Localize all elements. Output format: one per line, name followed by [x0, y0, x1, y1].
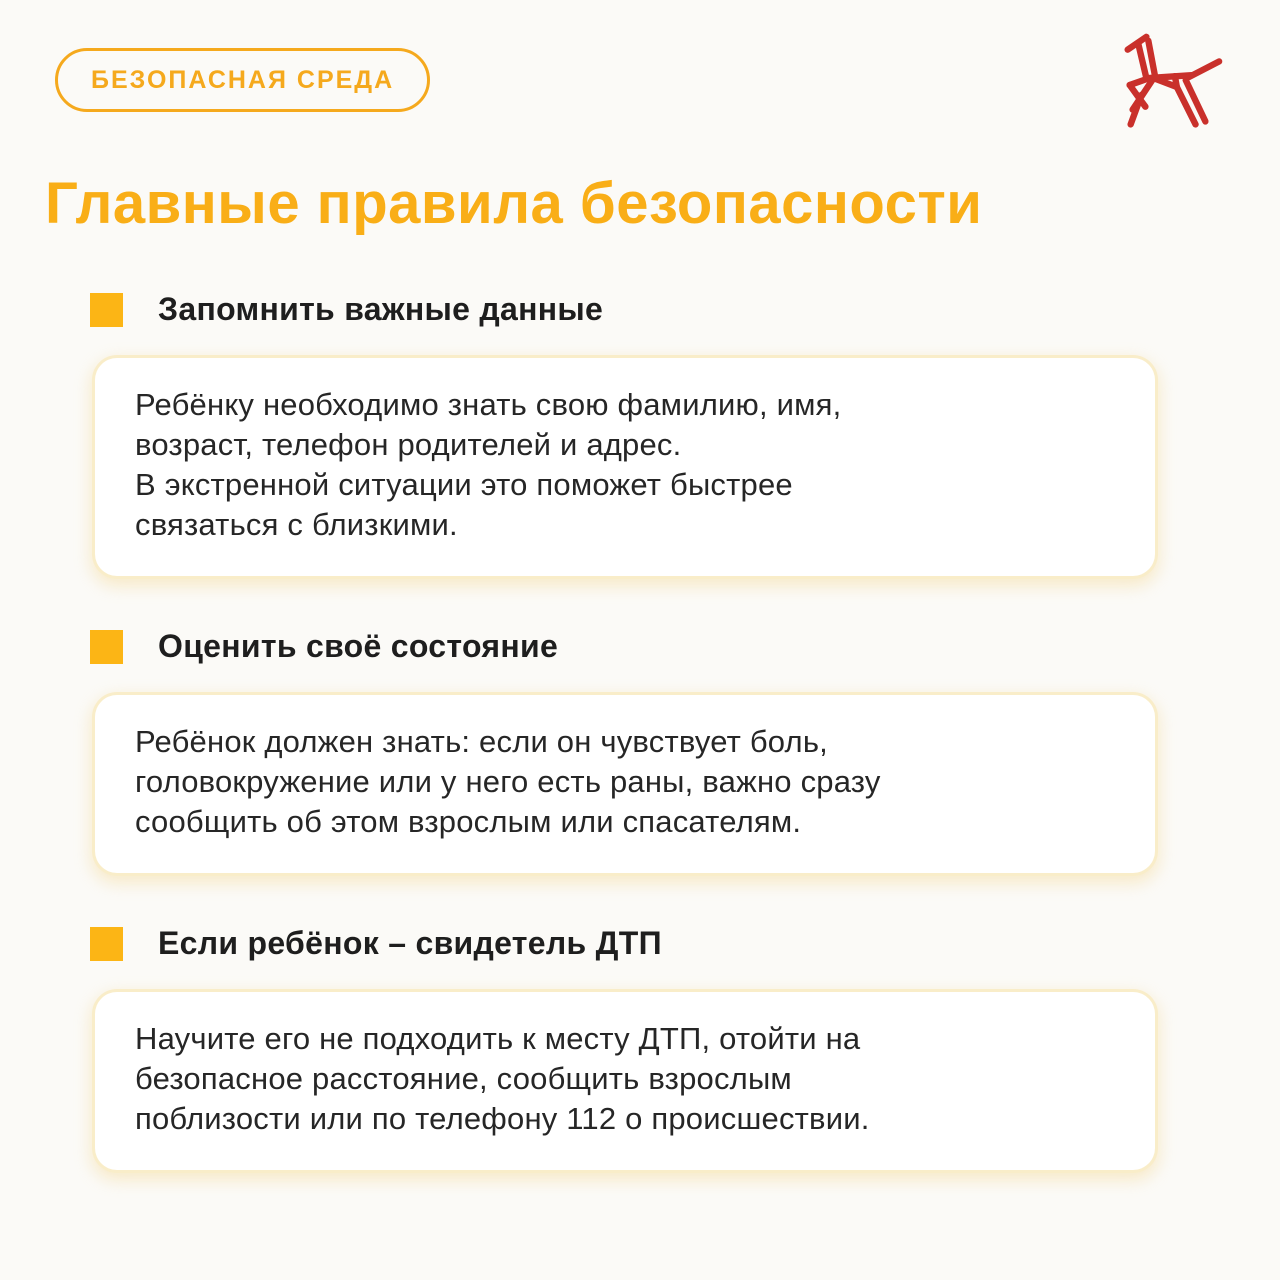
- rule-text-line: сообщить об этом взрослым или спасателям.: [135, 804, 802, 839]
- rule-heading: Запомнить важные данные: [158, 291, 604, 327]
- rule-section-assess-condition: [0, 628, 1280, 873]
- bullet-square-icon: [90, 293, 123, 327]
- rule-heading: Оценить своё состояние: [158, 628, 559, 664]
- rule-text-line: поблизости или по телефону 112 о происшествии.: [135, 1101, 870, 1136]
- rule-text-line: головокружение или у него есть раны, важно сразу: [135, 764, 881, 799]
- rule-section-remember-data: [0, 291, 1280, 576]
- bullet-square-icon: [90, 927, 123, 961]
- rule-card: [95, 992, 1155, 1170]
- bullet-square-icon: [90, 630, 123, 664]
- rule-header: [90, 925, 1280, 962]
- rule-text-line: возраст, телефон родителей и адрес.: [135, 427, 682, 462]
- rule-card: [95, 358, 1155, 576]
- rule-text-line: безопасное расстояние, сообщить взрослым: [135, 1061, 792, 1096]
- rule-section-witness-accident: [0, 925, 1280, 1170]
- brand-badge-label: БЕЗОПАСНАЯ СРЕДА: [91, 66, 395, 94]
- rule-text-line: Ребёнок должен знать: если он чувствует боль,: [135, 724, 828, 759]
- rule-header: [90, 628, 1280, 665]
- rule-heading: Если ребёнок – свидетель ДТП: [158, 925, 662, 961]
- horse-logo-icon: [1110, 28, 1228, 148]
- rule-header: [90, 291, 1280, 328]
- rule-text-line: Научите его не подходить к месту ДТП, отойти на: [135, 1021, 861, 1056]
- rule-text-line: В экстренной ситуации это поможет быстрее: [135, 467, 793, 502]
- rule-card: [95, 695, 1155, 873]
- page-title: Главные правила безопасности: [45, 171, 983, 236]
- brand-badge: [55, 48, 430, 112]
- rule-text-line: связаться с близкими.: [135, 507, 458, 542]
- rule-text-line: Ребёнку необходимо знать свою фамилию, имя,: [135, 387, 842, 422]
